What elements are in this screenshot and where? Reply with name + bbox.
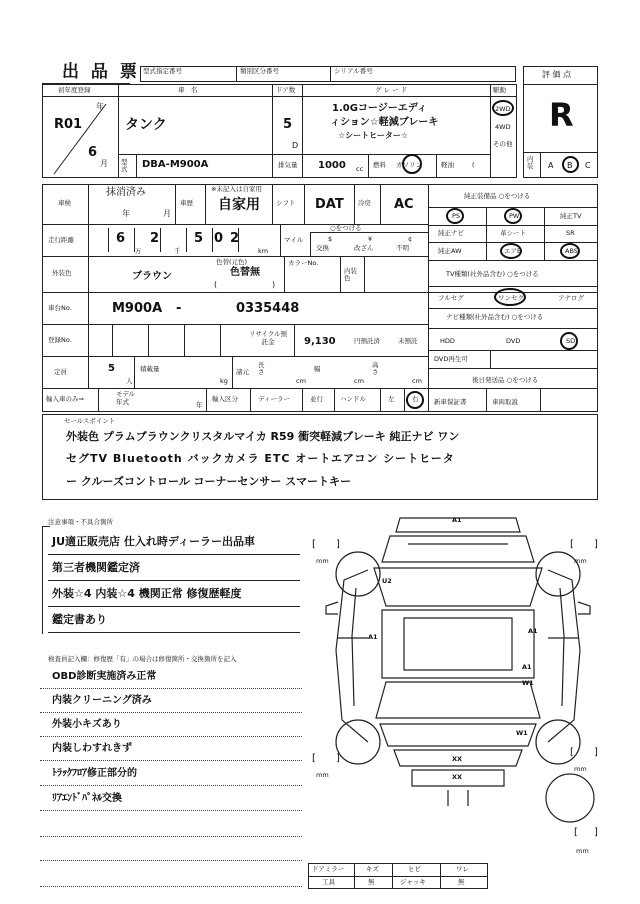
bracket-spare-close: ] [594,827,598,838]
shaken-value: 抹消済み [106,187,146,198]
modified-label: 改ざん [354,244,374,252]
capacity-label: 定員 [54,368,67,376]
recycle-value: 9,130 [304,336,336,347]
length-cm: cm [296,377,306,385]
mileage-sen: 千 [174,247,181,255]
airbag-circle [500,243,522,259]
model-label: 型式 [121,158,128,173]
oneseg-circle [494,288,526,306]
equip-sr: SR [566,229,575,237]
model-value: DBA-M900A [142,159,209,170]
mileage-km: km [258,247,269,255]
import-year-unit: 年 [196,401,203,409]
tv-analog: アナログ [558,294,584,302]
color-change-label: 色替(元色) [216,258,248,266]
inspector-line1: OBD診断実施済み正常 [52,671,157,682]
shift-label: シフト [276,199,296,207]
bt-header-4: ワレ [456,865,469,873]
shaken-year: 年 [122,209,130,218]
inspector-line5: ﾄﾗｯｸﾌﾛｱ修正部分的 [52,768,137,779]
dvd-label: DVD再生可 [434,355,468,363]
inspector-line2: 内装クリーニング済み [52,695,152,706]
navi-hdd: HDD [440,337,455,345]
evaluation-score: R [549,96,574,134]
chassis-number: 0335448 [236,301,300,316]
paren-open: ( [214,280,218,289]
tv-oneseg: ワンセグ [498,294,524,302]
height-label: 高さ [372,361,379,377]
bracket-rl-open: [ [312,753,316,764]
color-change-value: 色替無 [230,267,260,278]
mileage-label: 走行距離 [48,236,74,244]
mileage-digit-2: 2 [150,231,160,246]
bt-value-4: 無 [458,878,465,886]
sales-line1: 外装色 プラムブラウンクリスタルマイカ R59 衝突軽減ブレーキ 純正ナビ ワン [66,430,460,443]
width-cm: cm [354,377,364,385]
sym-dollar: $ [328,235,333,243]
drive-4wd: 4WD [495,123,511,131]
shaken-label: 車検 [58,199,71,207]
mileage-digit-4: 0 [214,231,224,246]
dim-label: 諸元 [236,368,249,376]
sales-line2: セグTV Bluetooth バックカメラ ETC オートエアコン シートヒータ [66,452,455,465]
sym-cent: ¢ [408,235,413,243]
bracket-rr-close: ] [594,747,598,758]
chassis-label: 車台No. [48,304,72,312]
history-label: 車歴 [180,199,193,207]
tv-fullseg: フルセグ [438,294,464,302]
mileage-digit-1: 6 [116,231,126,246]
bracket-rr-open: [ [570,747,574,758]
bracket-fr-close: ] [594,539,598,550]
equip-airbag: エアB [504,247,522,255]
interior-grade-b: B [567,161,573,170]
mile-label: マイル [284,236,304,244]
first-reg-label: 初年度登録 [58,86,91,94]
mark-xx-2: XX [452,773,463,781]
bracket-rl-close: ] [336,753,340,764]
mm-spare: mm [576,847,589,855]
drive-2wd: 2WD [495,105,511,113]
paren-close: ) [272,280,276,289]
note-line1: JU適正販売店 仕入れ時ディーラー出品車 [52,535,255,548]
displacement-value: 1000 [318,160,346,171]
inspector-line4: 内装しわすれきず [52,743,132,754]
right-label: 右 [412,395,419,403]
height-cm: cm [412,377,422,385]
later-manual: 車両取説 [492,398,518,406]
reg-era-year: R01 [54,117,83,132]
recycle-deposited: 円預託済 [354,337,380,345]
drive-label: 駆動 [493,86,506,94]
ps-circle [446,208,464,224]
mark-a1-right2: A1 [522,663,532,671]
equip-navi: 純正ナビ [438,229,464,237]
mark-xx-1: XX [452,755,463,763]
ac-value: AC [394,197,414,212]
sd-circle [560,332,578,350]
mm-rr: mm [574,765,587,773]
grade-line1: 1.0Gコージーエディ [332,103,427,114]
later-warranty: 新車保証書 [434,398,467,406]
color-value: ブラウン [132,271,172,282]
interior-b-circle [562,156,579,173]
model-number-label: 型式指定番号 [143,67,182,75]
bt-header-2: キズ [366,865,379,873]
color-no-label: カラーNo. [288,259,319,267]
bt-value-2: 無 [368,878,375,886]
shift-value: DAT [315,197,344,212]
mark-a1-left: A1 [368,633,378,641]
navi-label: ナビ種類(社外品含む) ○をつける [446,313,544,321]
ac-label: 冷房 [358,199,371,207]
oil-label: 軽油 [441,161,454,169]
color-label: 外装色 [52,269,72,277]
left-label: 左 [388,395,395,403]
mark-a1-right: A1 [528,627,538,635]
capacity-value: 5 [108,363,115,374]
grade-line3: ☆シートヒーター☆ [338,131,409,140]
equip-pw: PW [509,212,520,220]
oil-paren: ( [472,161,475,169]
import-label: 輸入車のみ⇒ [46,395,84,403]
mileage-digit-5: 2 [230,231,240,246]
shaken-month: 月 [163,209,171,218]
chassis-prefix: M900A [112,301,163,316]
reg-month-unit: 月 [100,159,108,168]
inspector-line6: ﾘｱｴﾝﾄﾞﾊﾟﾈﾙ交換 [52,793,122,804]
grade-label: グ レ ー ド [375,86,408,94]
mileage-digit-3: 5 [194,231,204,246]
doors-label: ドア数 [276,86,296,94]
dealer-label: ディーラー [258,395,290,403]
inspector-label: 検査員記入欄：修復歴「有」の場合は修復箇所・交換箇所を記入 [48,655,237,663]
abs-circle [560,243,580,259]
recycle-not-deposited: 未預託 [398,337,418,345]
history-note: ※未記入は自家用 [211,185,262,193]
parallel-label: 並行 [310,395,323,403]
bracket-spare-open: [ [574,827,578,838]
classification-label: 類別区分番号 [240,67,279,75]
car-name-label: 車 名 [178,86,198,94]
sym-yen: ¥ [368,235,373,243]
bracket-fl-close: ] [336,539,340,550]
mark-u2: U2 [382,577,392,585]
history-value: 自家用 [218,197,260,213]
chassis-dash: - [176,301,182,316]
note-line3: 外装☆4 内装☆4 機関正常 修復歴軽度 [52,587,242,600]
equip-leather: 革シート [500,229,526,237]
navi-dvd: DVD [506,337,521,345]
right-circle [406,391,424,409]
load-kg: kg [220,377,228,385]
serial-number-label: シリアル番号 [334,67,373,75]
sales-points-label: セールスポイント [64,417,116,425]
equip-abs: ABS [565,247,578,255]
equip-aw: 純正AW [438,247,462,255]
length-label: 長さ [258,361,265,377]
recycle-label: リサイクル預託金 [248,330,288,346]
interior-grade-c: C [585,161,591,170]
note-line4: 鑑定書あり [52,613,107,626]
bt-value-1: 工具 [322,878,335,886]
circle-note: ○をつける [330,224,362,232]
equip-tv: 純正TV [560,212,582,220]
reg-month: 6 [88,145,98,160]
exchange-label: 交換 [316,244,329,252]
drive-other: その他 [493,140,513,148]
bracket-fr-open: [ [570,539,574,550]
page-title: 出 品 票 [62,62,140,82]
fuel-label: 燃料 [373,161,386,169]
car-diagram [308,510,608,860]
navi-sd: SD [566,337,576,345]
grade-line2: ィション☆軽減ブレーキ [330,117,439,128]
header-fields [140,66,516,82]
load-label: 積載量 [140,365,160,373]
mm-rl: mm [316,771,329,779]
import-class-label: 輸入区分 [212,395,238,403]
body-suffix: D [292,141,299,150]
drive-2wd-circle [492,100,514,116]
note-line2: 第三者機関鑑定済 [52,561,140,574]
displacement-label: 排気量 [278,161,298,169]
mileage-man: 万 [135,247,142,255]
tv-label: TV種類(社外品含む) ○をつける [446,270,539,278]
mark-w1-rear: W1 [516,729,528,737]
unknown-label: 不明 [396,244,409,252]
bt-header-1: ドアミラー [312,865,345,873]
inspector-line3: 外装小キズあり [52,719,122,730]
interior-label: 内装 [527,155,534,171]
mark-a1-front: A1 [452,516,462,524]
bracket-fl-open: [ [312,539,316,550]
reg-year-unit: 年 [96,102,104,111]
bt-value-3: ジャッキ [400,878,426,886]
fuel-value: ガソリン [396,161,422,169]
model-year-label: モデル年式 [116,390,136,406]
bt-header-3: ヒビ [408,865,421,873]
handle-label: ハンドル [340,395,366,403]
cc-unit: cc [356,165,364,173]
width-label: 幅 [314,365,321,373]
car-name: タンク [125,117,167,133]
doors-value: 5 [283,117,293,132]
reg-no-label: 登録No. [48,336,72,344]
interior-color-label: 内装色 [344,267,357,283]
genuine-label: 純正装備品 ○をつける [464,192,531,200]
evaluation-label: 評 価 点 [542,70,572,79]
pw-circle [504,208,522,224]
sales-line3: ー クルーズコントロール コーナーセンサー スマートキー [66,475,351,488]
later-label: 後日発送品 ○をつける [472,376,539,384]
fuel-circle [402,154,422,174]
mm-fl: mm [316,557,329,565]
notes-label: 注意事項・不具合箇所 [48,518,113,526]
mark-w1-right: W1 [522,679,534,687]
equip-ps: PS [452,212,461,220]
interior-grade-a: A [548,161,554,170]
mm-fr: mm [574,557,587,565]
capacity-unit: 人 [126,377,133,385]
